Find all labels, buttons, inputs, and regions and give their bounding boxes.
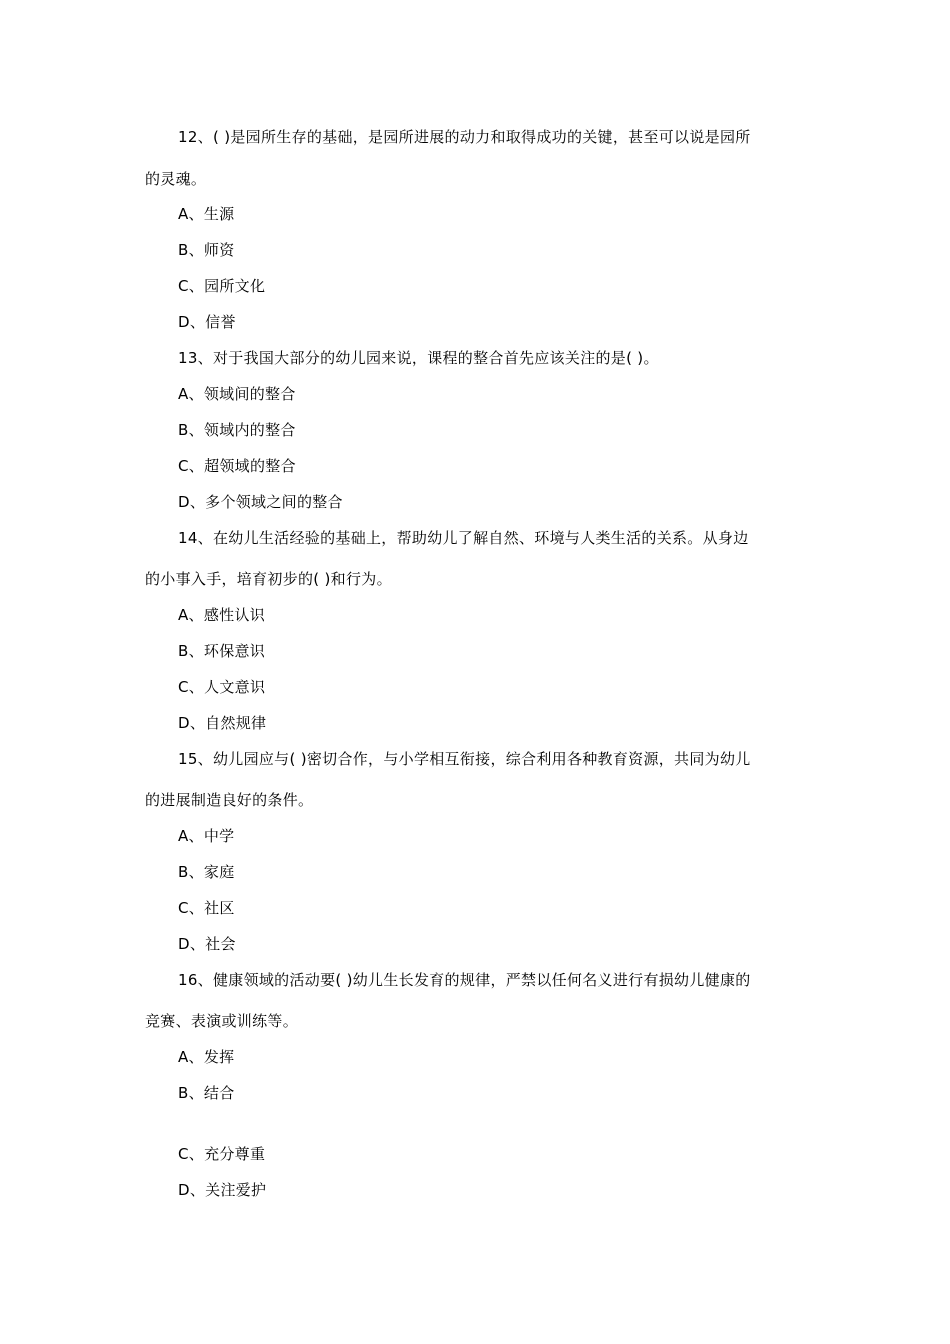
option-b: B、结合 <box>178 1084 235 1102</box>
option-c: C、社区 <box>178 899 235 917</box>
option-c: C、人文意识 <box>178 678 266 696</box>
option-b: B、领域内的整合 <box>178 421 296 439</box>
question-text: 16、健康领域的活动要( )幼儿生长发育的规律，严禁以任何名义进行有损幼儿健康的 <box>178 971 751 989</box>
question-text: 14、在幼儿生活经验的基础上，帮助幼儿了解自然、环境与人类生活的关系。从身边 <box>178 529 749 547</box>
option-d: D、关注爱护 <box>178 1181 267 1199</box>
option-a: A、发挥 <box>178 1048 235 1066</box>
question-text: 15、幼儿园应与( )密切合作，与小学相互衔接，综合利用各种教育资源，共同为幼儿 <box>178 750 751 768</box>
option-d: D、社会 <box>178 935 236 953</box>
option-b: B、师资 <box>178 241 235 259</box>
option-b: B、环保意识 <box>178 642 266 660</box>
question-text-continued: 的灵魂。 <box>145 170 207 188</box>
question-text-continued: 的进展制造良好的条件。 <box>145 791 314 809</box>
question-text-continued: 的小事入手，培育初步的( )和行为。 <box>145 570 392 588</box>
option-d: D、自然规律 <box>178 714 267 732</box>
question-text-continued: 竞赛、表演或训练等。 <box>145 1012 299 1030</box>
option-b: B、家庭 <box>178 863 235 881</box>
option-a: A、感性认识 <box>178 606 266 624</box>
option-a: A、生源 <box>178 205 235 223</box>
option-a: A、领域间的整合 <box>178 385 296 403</box>
option-d: D、多个领域之间的整合 <box>178 493 343 511</box>
option-c: C、充分尊重 <box>178 1145 266 1163</box>
question-text: 12、( )是园所生存的基础，是园所进展的动力和取得成功的关键，甚至可以说是园所 <box>178 128 751 146</box>
option-c: C、超领域的整合 <box>178 457 296 475</box>
option-d: D、信誉 <box>178 313 236 331</box>
option-a: A、中学 <box>178 827 235 845</box>
question-text: 13、对于我国大部分的幼儿园来说，课程的整合首先应该关注的是( )。 <box>178 349 659 367</box>
option-c: C、园所文化 <box>178 277 266 295</box>
